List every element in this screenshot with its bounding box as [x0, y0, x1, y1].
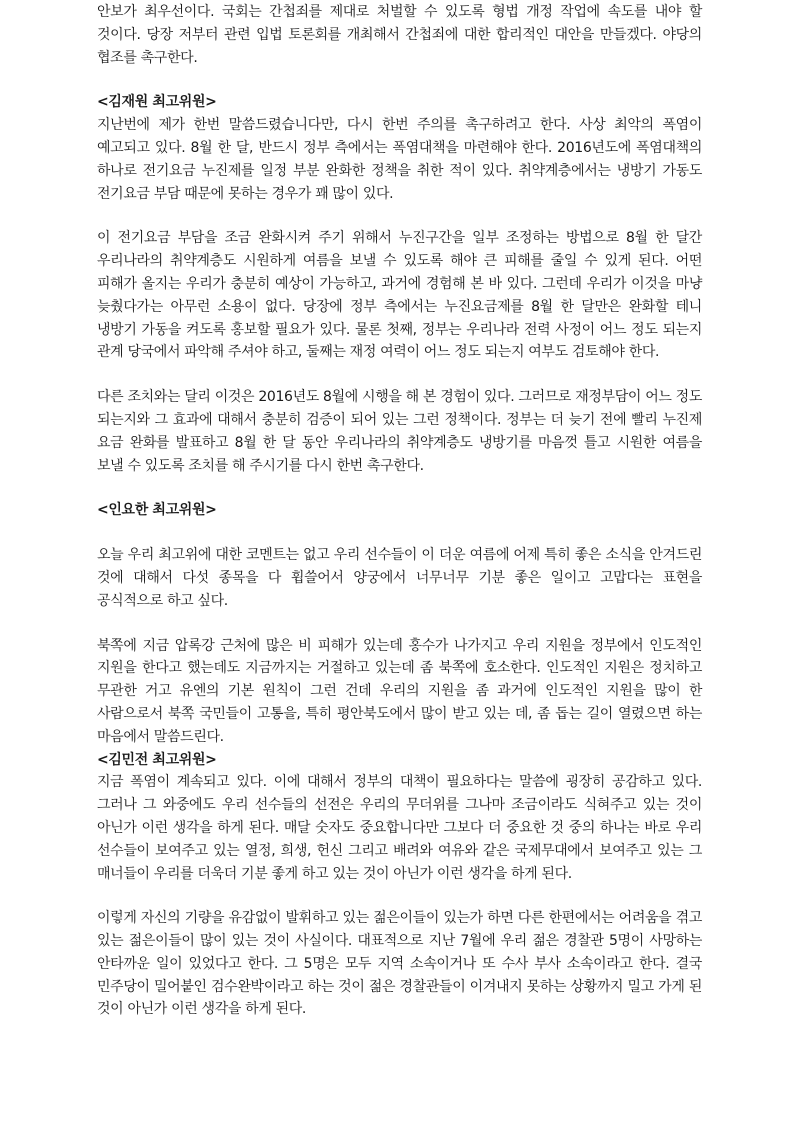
section-opening: [97, 1, 702, 69]
paragraph: 지금 폭염이 계속되고 있다. 이에 대해서 정부의 대책이 필요하다는 말씀에 굉장히 공감하고 있다. 그러나 그 와중에도 우리 선수들의 선전은 우리의 무더위를 그나마 조금이라도 식혀주고 있는 것이 아닌가 이런 생각을 하게 된다. 매달 숫자도 중요합니다만 그보다 더 중요한 것 중의 하나는 바로 우리 선수들이 보여주고 있는 열정, 희생, 헌신 그리고 배려와 여유와 같은 국제무대에서 보여주고 있는 그 매너들이 우리를 더욱더 기분 좋게 하고 있는 것이 아닌가 이런 생각을 하게 된다.: [97, 774, 702, 882]
spacer: [97, 613, 702, 635]
speaker-heading: <인요한 최고위원>: [97, 502, 217, 519]
section-kim-minjeon: [97, 749, 702, 1022]
spacer: [97, 364, 702, 386]
spacer: [97, 477, 702, 499]
speaker-heading: <김재원 최고위원>: [97, 94, 217, 111]
paragraph: 이 전기요금 부담을 조금 완화시켜 주기 위해서 누진구간을 일부 조정하는 방법으로 8월 한 달간 우리나라의 취약계층도 시원하게 여름을 보낼 수 있도록 해야 큰 피해를 줄일 수 있게 된다. 어떤 피해가 올지는 우리가 충분히 예상이 가능하고, 과거에 경험해 본 바 있다. 그런데 우리가 이것을 마냥 늦췄다가는 아무런 소용이 없다. 당장에 정부 측에서는 누진요금제를 8월 한 달만은 완화할 테니 냉방기 가동을 켜도록 홍보할 필요가 있다. 물론 첫째, 정부는 우리나라 전력 사정이 어느 정도 되는지 관계 당국에서 파악해 주셔야 하고, 둘째는 재정 여력이 어느 정도 되는지 여부도 검토해야 한다.: [97, 230, 702, 361]
section-in-yohan: [97, 499, 702, 748]
paragraph: 안보가 최우선이다. 국회는 간첩죄를 제대로 처벌할 수 있도록 형법 개정 작업에 속도를 내야 할 것이다. 당장 저부터 관련 입법 토론회를 개최해서 간첩죄에 대한 합리적인 대안을 만들겠다. 야당의 협조를 촉구한다.: [97, 4, 702, 66]
spacer: [97, 205, 702, 227]
paragraph: 다른 조치와는 달리 이것은 2016년도 8월에 시행을 해 본 경험이 있다. 그러므로 재정부담이 어느 정도 되는지와 그 효과에 대해서 충분히 검증이 되어 있는 그런 정책이다. 정부는 더 늦기 전에 빨리 누진제 요금 완화를 발표하고 8월 한 달 동안 우리나라의 취약계층도 냉방기를 마음껏 틀고 시원한 여름을 보낼 수 있도록 조치를 해 주시기를 다시 한번 촉구한다.: [97, 389, 702, 474]
paragraph: 북쪽에 지금 압록강 근처에 많은 비 피해가 있는데 홍수가 나가지고 우리 지원을 정부에서 인도적인 지원을 한다고 했는데도 지금까지는 거절하고 있는데 좀 북쪽에 호소한다. 인도적인 지원은 정치하고 무관한 거고 유엔의 기본 원칙이 그런 건데 우리의 지원을 좀 과거에 인도적인 지원을 많이 한 사람으로서 북쪽 국민들이 고통을, 특히 평안북도에서 많이 받고 있는 데, 좀 돕는 길이 열렸으면 하는 마음에서 말씀드린다.: [97, 637, 702, 745]
paragraph: 오늘 우리 최고위에 대한 코멘트는 없고 우리 선수들이 이 더운 여름에 어제 특히 좋은 소식을 안겨드린 것에 대해서 다섯 종목을 다 휩쓸어서 양궁에서 너무너무 기분 좋은 일이고 고맙다는 표현을 공식적으로 하고 싶다.: [97, 547, 702, 609]
spacer: [97, 522, 702, 544]
section-kim-jaewon: [97, 91, 702, 477]
paragraph: 이렇게 자신의 기량을 유감없이 발휘하고 있는 젊은이들이 있는가 하면 다른 한편에서는 어려움을 겪고 있는 젊은이들이 많이 있는 것이 사실이다. 대표적으로 지난 7월에 우리 젊은 경찰관 5명이 사망하는 안타까운 일이 있었다고 한다. 그 5명은 모두 지역 소속이거나 또 수사 부사 소속이라고 한다. 결국 민주당이 밀어붙인 검수완박이라고 하는 것이 젊은 경찰관들이 이겨내지 못하는 상황까지 밀고 가게 된 것이 아닌가 이런 생각을 하게 된다.: [97, 910, 702, 1018]
spacer: [97, 885, 702, 907]
document-page: [97, 0, 702, 1021]
spacer: [97, 69, 702, 91]
speaker-heading: <김민전 최고위원>: [97, 751, 217, 768]
paragraph: 지난번에 제가 한번 말씀드렸습니다만, 다시 한번 주의를 촉구하려고 한다. 사상 최악의 폭염이 예고되고 있다. 8월 한 달, 반드시 정부 측에서는 폭염대책을 마련해야 한다. 2016년도에 폭염대책의 하나로 전기요금 누진제를 일정 부분 완화한 정책을 취한 적이 있다. 취약계층에서는 냉방기 가동도 전기요금 부담 때문에 못하는 경우가 꽤 많이 있다.: [97, 117, 702, 202]
